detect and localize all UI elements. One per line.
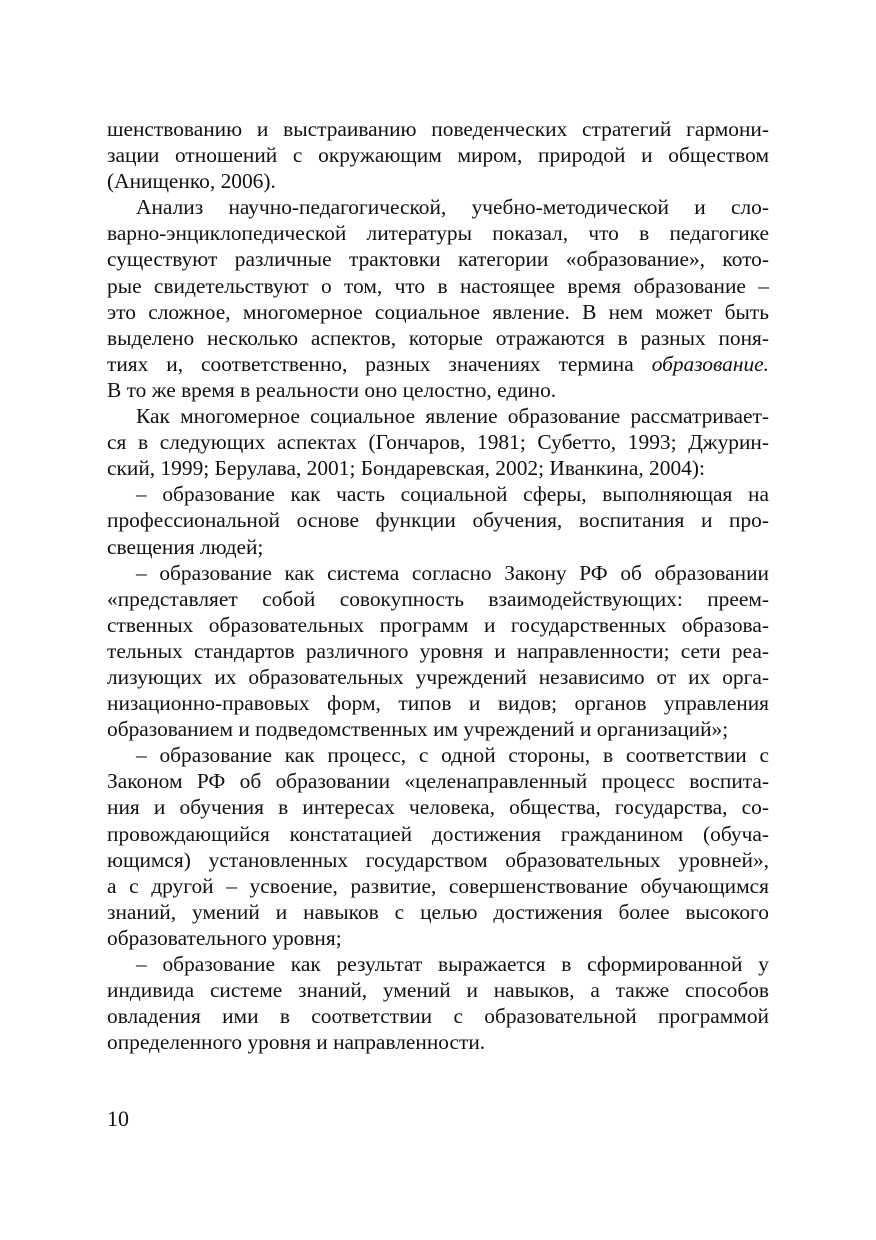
- text-line: низационно-правовых форм, типов и видов; органов управления: [107, 691, 769, 716]
- text-line: овладения ими в соответствии с образовательной программой: [107, 1004, 769, 1029]
- list-item: [107, 951, 769, 1055]
- text-line: ющимся) установленных государством образовательных уровней»,: [107, 847, 769, 872]
- text-segment: тиях и, соответственно, разных значениях термина: [107, 351, 634, 376]
- paragraph: [107, 116, 769, 194]
- text-line: (Анищенко, 2006).: [107, 169, 276, 194]
- text-line: выделено несколько аспектов, которые отражаются в разных поня-: [107, 325, 769, 350]
- text-line: ский, 1999; Берулава, 2001; Бондаревская, 2002; Иванкина, 2004):: [107, 456, 705, 481]
- text-line: Как многомерное социальное явление образование рассматривает-: [136, 404, 769, 429]
- text-line: тельных стандартов различного уровня и направленности; сети реа-: [107, 638, 769, 663]
- list-item: [107, 742, 769, 951]
- text-line: варно-энциклопедической литературы показал, что в педагогике: [107, 221, 769, 246]
- text-line: «представляет собой совокупность взаимодействующих: преем-: [107, 586, 769, 611]
- emphasized-term: образование.: [651, 351, 769, 376]
- text-line: а с другой – усвоение, развитие, совершенствование обучающимся: [107, 873, 769, 898]
- text-line: – образование как результат выражается в сформированной у: [136, 952, 769, 976]
- text-line: Анализ научно-педагогической, учебно-методической и сло-: [136, 195, 769, 220]
- text-line: В то же время в реальности оно целостно, едино.: [107, 377, 557, 402]
- page-number: 10: [107, 1106, 129, 1131]
- text-line: ся в следующих аспектах (Гончаров, 1981; Субетто, 1993; Джурин-: [107, 430, 769, 455]
- text-line: определенного уровня и направленности.: [107, 1030, 486, 1055]
- text-line: рые свидетельствуют о том, что в настоящее время образование –: [107, 273, 769, 298]
- text-line: существуют различные трактовки категории «образование», кото-: [107, 247, 769, 272]
- list-item: [107, 481, 769, 559]
- text-line: зации отношений с окружающим миром, природой и обществом: [107, 143, 769, 168]
- text-line: знаний, умений и навыков с целью достижения более высокого: [107, 899, 769, 924]
- text-line: свещения людей;: [107, 534, 264, 559]
- text-line: лизующих их образовательных учреждений независимо от их орга-: [107, 664, 769, 689]
- text-line: – образование как часть социальной сферы, выполняющая на: [136, 482, 769, 507]
- text-line: ния и обучения в интересах человека, общества, государства, со-: [107, 795, 769, 820]
- text-line: – образование как процесс, с одной стороны, в соответствии с: [136, 743, 769, 768]
- text-line: профессиональной основе функции обучения, воспитания и про-: [107, 508, 769, 533]
- text-line: Законом РФ об образовании «целенаправленный процесс воспита-: [107, 769, 769, 794]
- paragraph: [107, 194, 769, 403]
- text-line: провождающийся констатацией достижения гражданином (обуча-: [107, 821, 769, 846]
- text-line: – образование как система согласно Закону РФ об образовании: [136, 560, 769, 585]
- paragraph: [107, 403, 769, 481]
- page-body: [107, 116, 769, 1055]
- text-line: ственных образовательных программ и государственных образова-: [107, 612, 769, 637]
- text-line: шенствованию и выстраиванию поведенческих стратегий гармони-: [107, 117, 769, 141]
- text-line: образовательного уровня;: [107, 925, 342, 950]
- text-line: индивида системе знаний, умений и навыков, а также способов: [107, 978, 769, 1003]
- text-line: это сложное, многомерное социальное явление. В нем может быть: [107, 299, 769, 324]
- text-line: [107, 351, 769, 377]
- text-line: образованием и подведомственных им учреждений и организаций»;: [107, 717, 729, 742]
- list-item: [107, 560, 769, 743]
